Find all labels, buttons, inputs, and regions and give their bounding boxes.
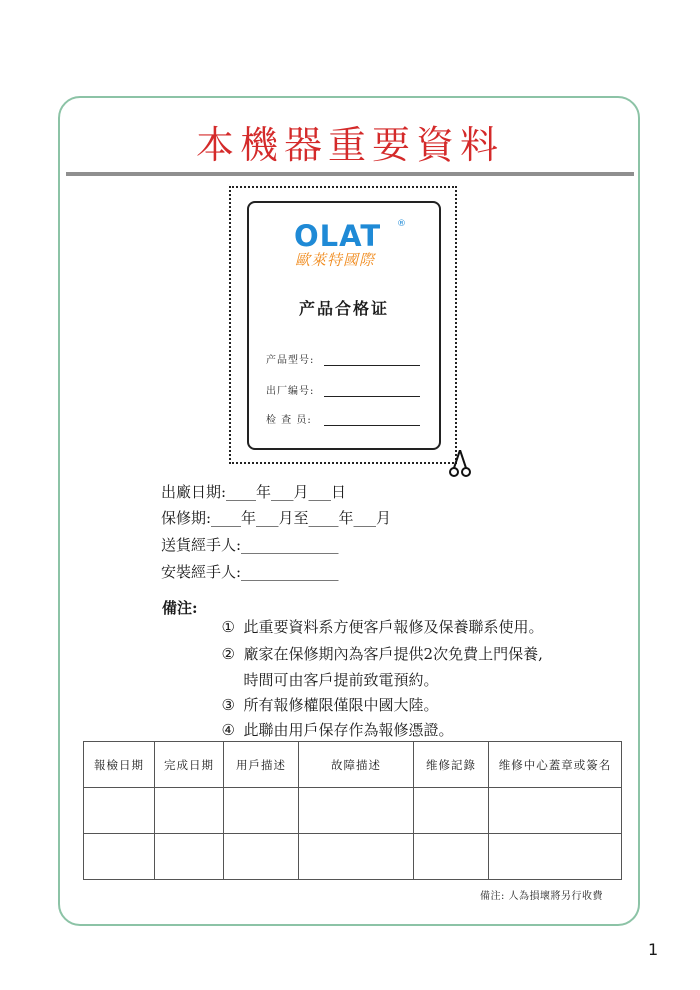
title-divider [66, 172, 634, 176]
column-header-report-date: 報檢日期 [84, 742, 155, 788]
column-header-completion-date: 完成日期 [155, 742, 224, 788]
column-header-fault-description: 故障描述 [299, 742, 414, 788]
note-item [212, 700, 454, 740]
product-certificate-card [247, 201, 441, 450]
registered-mark: ® [397, 219, 406, 229]
table-row [84, 788, 622, 834]
table-cell [414, 834, 489, 880]
note-text: 此重要資料系方便客戶報修及保養聯系使用。 [243, 618, 544, 636]
damage-footnote: 備注: 人為損壞將另行收費 [480, 891, 604, 902]
notes-label: 備注: [162, 599, 198, 617]
note-number: ③ [221, 696, 235, 714]
table-cell [489, 834, 622, 880]
inspector-blank [324, 413, 420, 426]
table-cell [155, 788, 224, 834]
note-text: 時間可由客戶提前致電預約。 [243, 671, 439, 689]
note-number: ② [221, 645, 235, 663]
note-number: ① [221, 618, 235, 636]
serial-label: 出厂编号: [266, 386, 315, 397]
table-cell [299, 788, 414, 834]
table-cell [84, 788, 155, 834]
warranty-period-line: 保修期:____年___月至____年___月 [161, 509, 392, 527]
page-number: 1 [648, 940, 659, 959]
model-field [266, 351, 420, 366]
serial-blank [324, 384, 420, 397]
table-header-row [84, 742, 622, 788]
inspector-label: 检 查 员: [266, 415, 312, 426]
model-label: 产品型号: [266, 355, 315, 366]
table-cell [299, 834, 414, 880]
brand-logo: OLAT [294, 219, 382, 253]
table-row [84, 834, 622, 880]
repair-records-table [83, 741, 622, 880]
table-cell [489, 788, 622, 834]
note-text: 廠家在保修期內為客戶提供2次免費上門保養, [243, 645, 543, 663]
table-cell [414, 788, 489, 834]
note-text: 所有報修權限僅限中國大陸。 [243, 696, 439, 714]
certificate-heading: 产品合格证 [298, 299, 389, 318]
table-cell [224, 788, 299, 834]
note-text: 此聯由用戶保存作為報修憑證。 [243, 721, 454, 739]
note-number: ④ [221, 721, 235, 739]
serial-field [266, 382, 420, 397]
inspector-field [266, 411, 420, 426]
table-cell [224, 834, 299, 880]
model-blank [324, 353, 420, 366]
table-cell [84, 834, 155, 880]
scissors-icon [449, 450, 471, 480]
delivery-handler-line: 送貨經手人:_____________ [161, 536, 339, 554]
brand-logo-chinese: 歐萊特國際 [295, 251, 376, 269]
page-title: 本機器重要資料 [195, 123, 504, 167]
column-header-stamp-signature: 维修中心蓋章或簽名 [489, 742, 622, 788]
column-header-repair-record: 维修記錄 [414, 742, 489, 788]
factory-date-line: 出廠日期:____年___月___日 [161, 483, 347, 501]
column-header-user-description: 用戶描述 [224, 742, 299, 788]
table-cell [155, 834, 224, 880]
installer-line: 安裝經手人:_____________ [161, 563, 339, 581]
